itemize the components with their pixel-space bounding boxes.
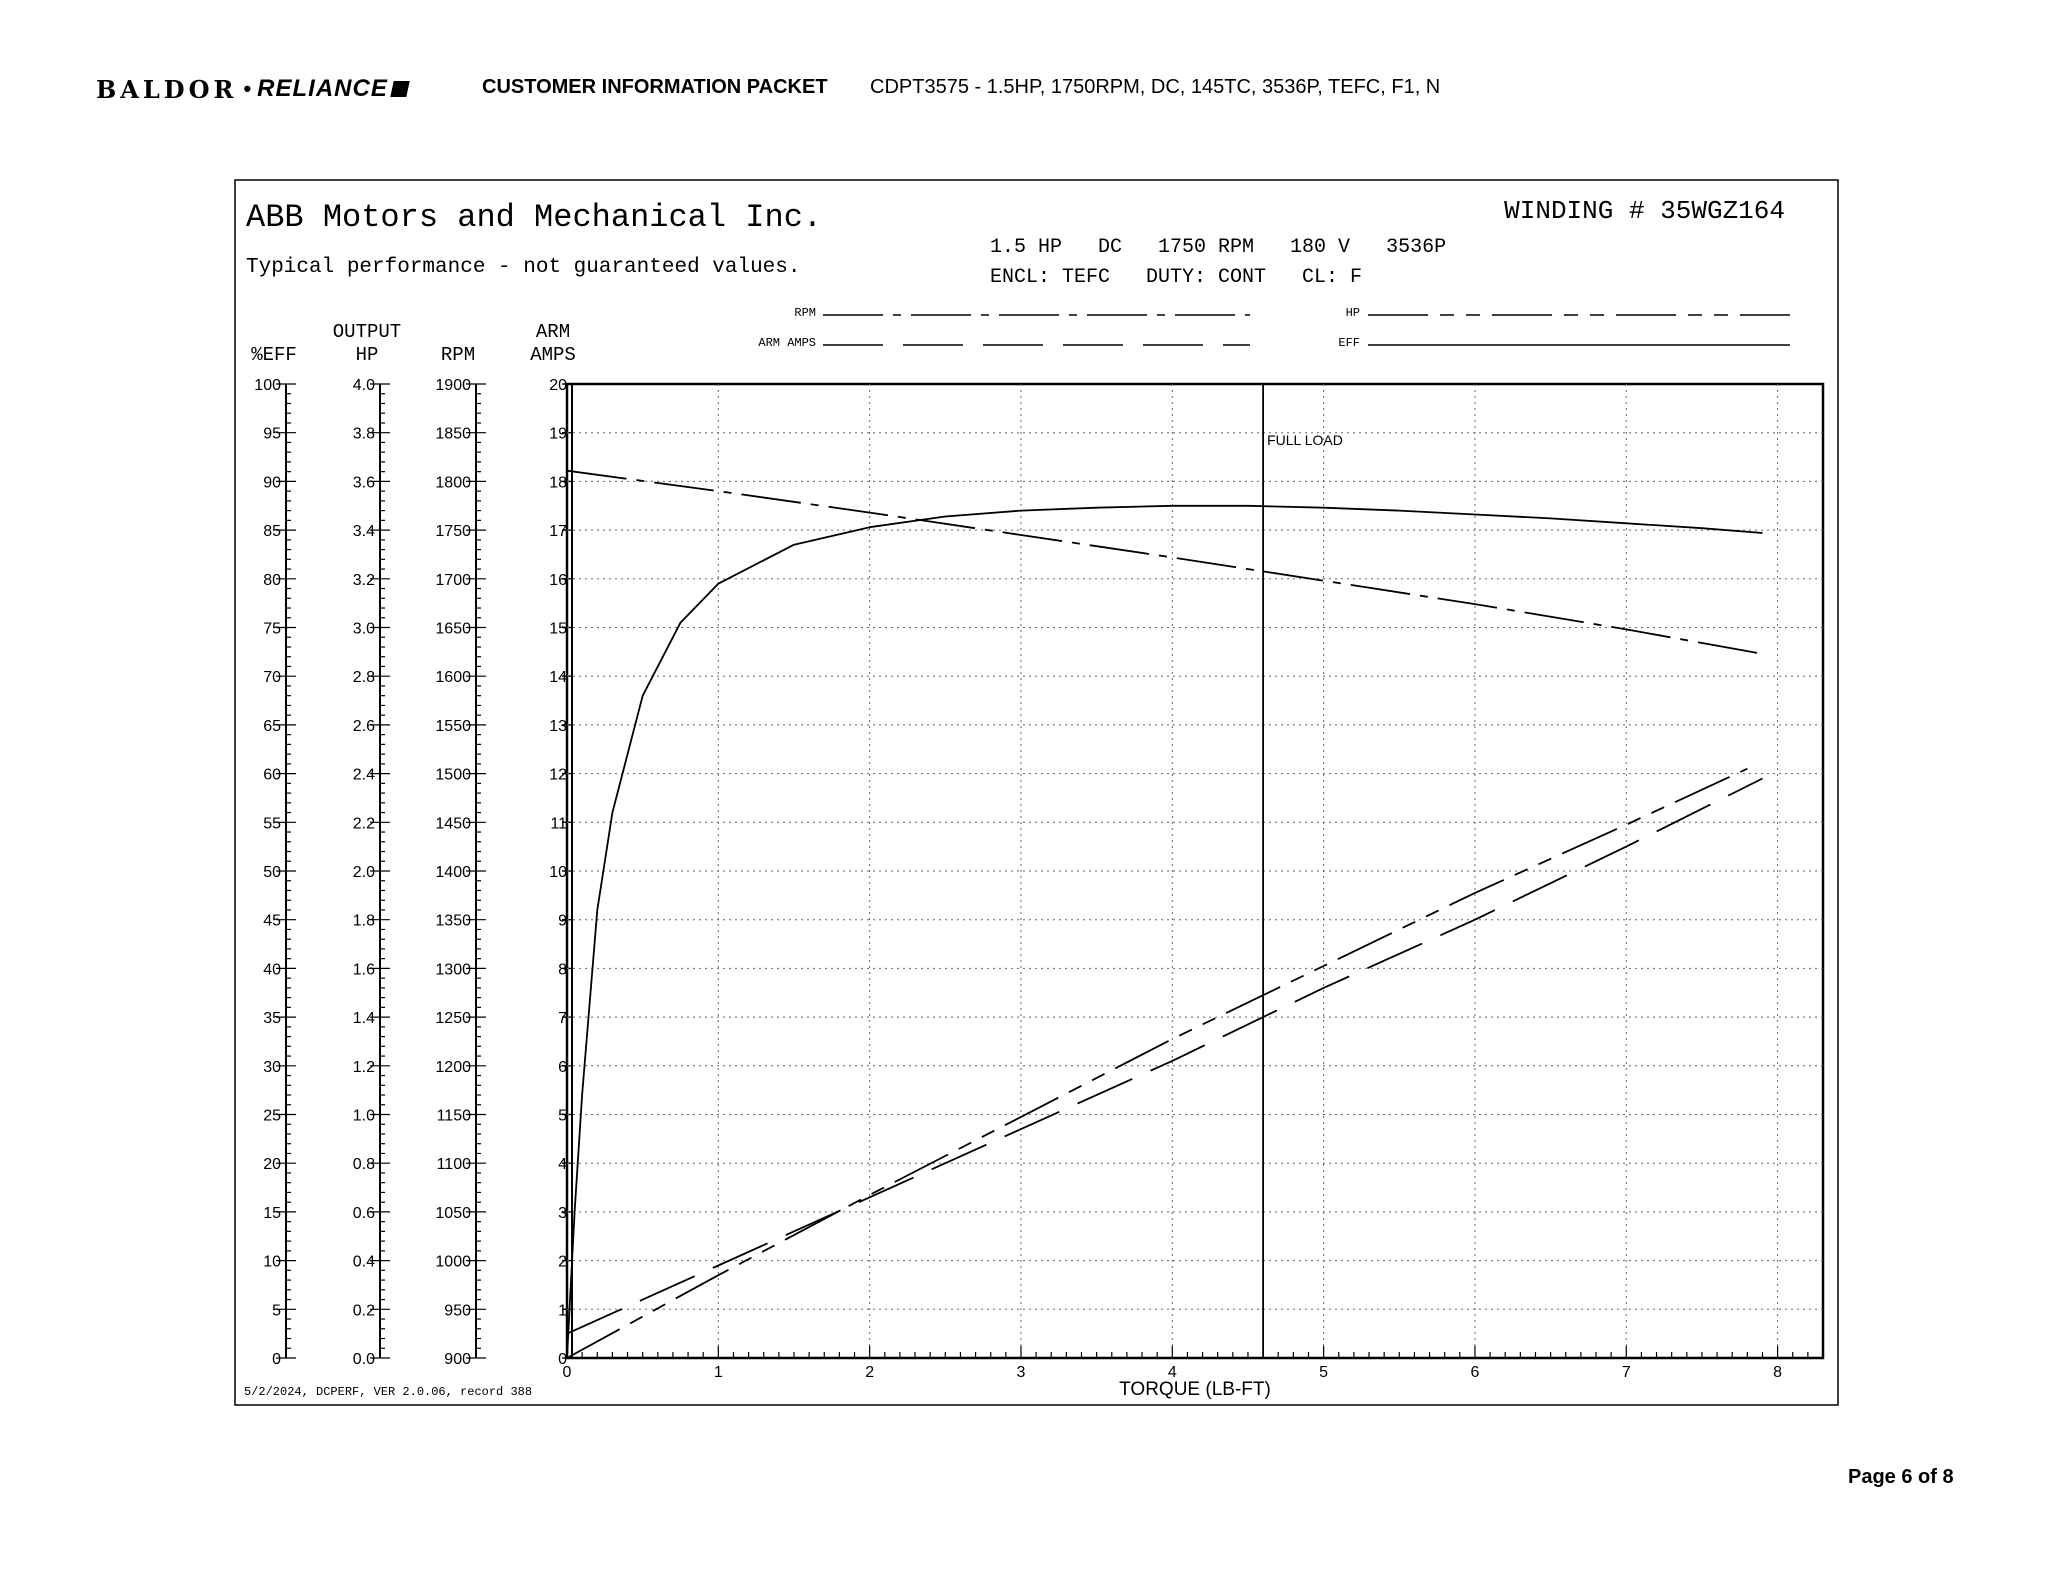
left-axis	[254, 377, 296, 1368]
page-number: Page 6 of 8	[1848, 1466, 1954, 1488]
y-tick-label: 0.2	[352, 1302, 375, 1320]
y-tick-label: 30	[263, 1058, 281, 1076]
series-hp	[567, 769, 1747, 1358]
y-tick-label: 2.6	[352, 717, 375, 735]
x-tick-label: 3	[1016, 1364, 1026, 1381]
left-axes	[254, 377, 572, 1368]
x-tick-label: 0	[562, 1364, 572, 1381]
y-tick-label: 4.0	[352, 377, 375, 394]
y-tick-label: 3.2	[352, 571, 375, 589]
left-axis	[353, 377, 390, 1368]
specs-line-2: ENCL: TEFC DUTY: CONT CL: F	[990, 266, 1363, 289]
y-tick-label: 1600	[435, 669, 471, 687]
legend-hp-label: HP	[1345, 306, 1360, 320]
series-group	[567, 471, 1763, 1358]
y-tick-label: 1100	[436, 1156, 471, 1174]
legend-eff-label: EFF	[1338, 336, 1360, 350]
y-tick-label: 950	[444, 1302, 471, 1320]
y-tick-label: 1.0	[352, 1107, 375, 1125]
axis-hp-header-1: OUTPUT	[332, 321, 402, 343]
y-tick-label: 45	[263, 912, 281, 930]
y-tick-label: 19	[549, 425, 567, 443]
legend	[758, 306, 1790, 350]
winding-label: WINDING # 35WGZ164	[1504, 196, 1785, 226]
y-tick-label: 1.2	[352, 1058, 375, 1076]
axis-hp-header-2: HP	[355, 344, 379, 366]
y-tick-label: 0	[272, 1351, 281, 1368]
series-arm-amps	[567, 779, 1763, 1334]
logo-baldor: BALDOR	[96, 74, 238, 104]
y-tick-label: 90	[263, 474, 281, 492]
y-tick-label: 900	[444, 1351, 471, 1368]
legend-armamps-label: ARM AMPS	[758, 336, 816, 350]
y-tick-label: 1.6	[352, 961, 375, 979]
y-tick-label: 14	[549, 669, 567, 687]
y-tick-label: 4	[558, 1156, 567, 1174]
y-tick-label: 100	[254, 377, 281, 394]
y-tick-label: 1450	[435, 815, 471, 833]
y-tick-label: 1400	[435, 864, 471, 881]
y-tick-label: 3.8	[352, 425, 375, 443]
y-tick-label: 1350	[435, 912, 471, 930]
axis-headers	[251, 321, 576, 366]
y-tick-label: 70	[263, 669, 281, 687]
y-tick-label: 25	[263, 1107, 281, 1125]
x-axis	[563, 1346, 1808, 1381]
y-tick-label: 1050	[435, 1204, 471, 1222]
y-tick-label: 1200	[435, 1058, 471, 1076]
grid	[567, 384, 1823, 1358]
y-tick-label: 1650	[435, 620, 471, 638]
axis-eff-header: %EFF	[251, 344, 297, 366]
y-tick-label: 0.8	[352, 1156, 375, 1174]
y-tick-label: 60	[263, 766, 281, 784]
chart-title: ABB Motors and Mechanical Inc.	[246, 199, 823, 236]
y-tick-label: 12	[549, 766, 567, 784]
y-tick-label: 1850	[435, 425, 471, 443]
y-tick-label: 16	[549, 571, 567, 589]
x-axis-label: TORQUE (LB-FT)	[1119, 1379, 1271, 1400]
y-tick-label: 2.2	[352, 815, 375, 833]
y-tick-label: 3	[558, 1204, 567, 1222]
axis-rpm-header: RPM	[440, 344, 476, 366]
y-tick-label: 10	[263, 1253, 281, 1271]
y-tick-label: 5	[558, 1107, 567, 1125]
y-tick-label: 40	[263, 961, 281, 979]
y-tick-label: 2.4	[352, 766, 375, 784]
y-tick-label: 6	[558, 1058, 567, 1076]
y-tick-label: 80	[263, 571, 281, 589]
x-tick-label: 1	[713, 1364, 723, 1381]
y-tick-label: 0.6	[352, 1204, 375, 1222]
y-tick-label: 75	[263, 620, 281, 638]
y-tick-label: 11	[550, 815, 567, 833]
y-tick-label: 50	[263, 864, 281, 881]
y-tick-label: 13	[549, 717, 567, 735]
x-tick-label: 7	[1621, 1364, 1631, 1381]
y-tick-label: 1700	[435, 571, 471, 589]
y-tick-label: 1000	[435, 1253, 471, 1271]
y-tick-label: 15	[263, 1204, 281, 1222]
plot-area	[567, 384, 1823, 1358]
chart-footer-note: 5/2/2024, DCPERF, VER 2.0.06, record 388	[244, 1385, 533, 1399]
y-tick-label: 1300	[435, 961, 471, 979]
series-eff	[567, 506, 1763, 1358]
y-tick-label: 1.4	[352, 1010, 375, 1028]
y-tick-label: 65	[263, 717, 281, 735]
y-tick-label: 1250	[435, 1010, 471, 1028]
y-tick-label: 9	[558, 912, 567, 930]
y-tick-label: 2.0	[352, 864, 375, 881]
y-tick-label: 18	[549, 474, 567, 492]
axis-amps-header-1: ARM	[535, 321, 571, 343]
left-axis	[549, 377, 572, 1368]
x-tick-label: 6	[1470, 1364, 1480, 1381]
y-tick-label: 17	[549, 523, 567, 541]
logo-dot: •	[243, 76, 252, 101]
y-tick-label: 20	[263, 1156, 281, 1174]
y-tick-label: 1500	[435, 766, 471, 784]
y-tick-label: 3.4	[352, 523, 375, 541]
y-tick-label: 7	[558, 1010, 567, 1028]
y-tick-label: 1150	[436, 1107, 471, 1125]
y-tick-label: 10	[549, 864, 567, 881]
y-tick-label: 1750	[435, 523, 471, 541]
packet-title: CUSTOMER INFORMATION PACKET	[482, 76, 828, 98]
x-tick-label: 2	[865, 1364, 875, 1381]
y-tick-label: 8	[558, 961, 567, 979]
y-tick-label: 0.4	[352, 1253, 375, 1271]
y-tick-label: 1550	[435, 717, 471, 735]
y-tick-label: 1.8	[352, 912, 375, 930]
logo-reliance: RELIANCE	[257, 75, 388, 102]
x-tick-label: 5	[1319, 1364, 1329, 1381]
y-tick-label: 95	[263, 425, 281, 443]
y-tick-label: 85	[263, 523, 281, 541]
model-description: CDPT3575 - 1.5HP, 1750RPM, DC, 145TC, 3536P, TEFC, F1, N	[870, 76, 1441, 98]
left-axis	[435, 377, 486, 1368]
y-tick-label: 1900	[435, 377, 471, 394]
y-tick-label: 5	[272, 1302, 281, 1320]
y-tick-label: 35	[263, 1010, 281, 1028]
y-tick-label: 1	[558, 1302, 567, 1320]
series-rpm	[567, 471, 1763, 654]
y-tick-label: 15	[549, 620, 567, 638]
legend-rpm-label: RPM	[794, 306, 816, 320]
x-tick-label: 8	[1773, 1364, 1783, 1381]
specs-line-1: 1.5 HP DC 1750 RPM 180 V 3536P	[990, 236, 1447, 259]
axis-amps-header-2: AMPS	[530, 344, 576, 366]
y-tick-label: 0.0	[352, 1351, 375, 1368]
y-tick-label: 1800	[435, 474, 471, 492]
y-tick-label: 3.0	[352, 620, 375, 638]
y-tick-label: 55	[263, 815, 281, 833]
x-tick-label: 4	[1167, 1364, 1177, 1381]
full-load-label: FULL LOAD	[1267, 432, 1343, 448]
y-tick-label: 0	[558, 1351, 567, 1368]
y-tick-label: 3.6	[352, 474, 375, 492]
y-tick-label: 20	[549, 377, 567, 394]
y-tick-label: 2.8	[352, 669, 375, 687]
chart-subtitle: Typical performance - not guaranteed values.	[246, 256, 801, 279]
y-tick-label: 2	[558, 1253, 567, 1271]
